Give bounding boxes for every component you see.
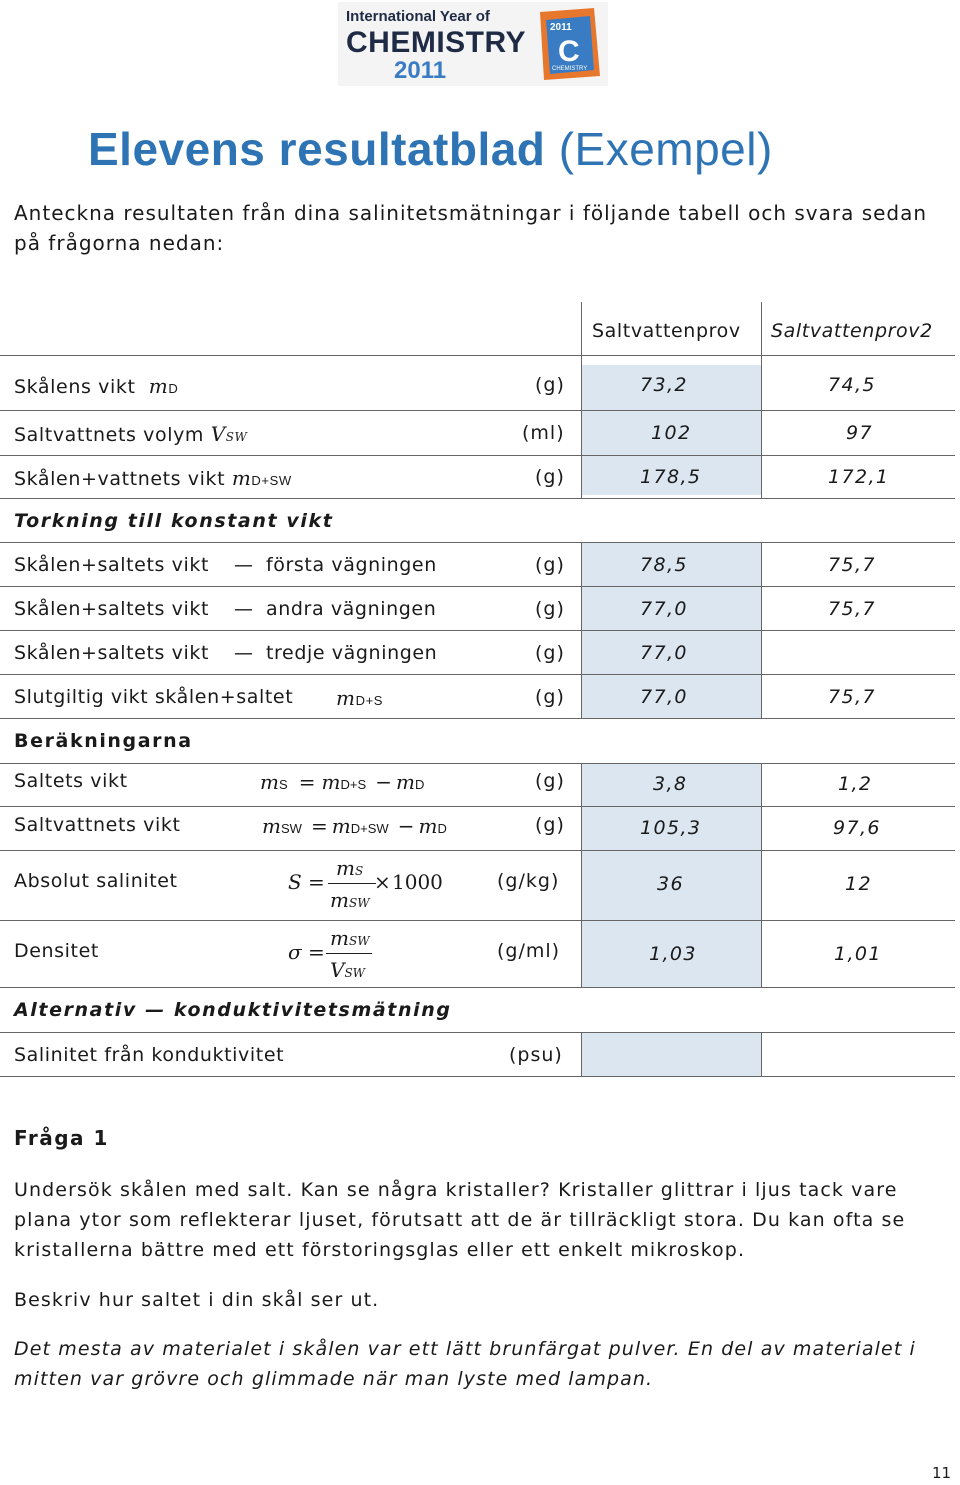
fraction-bar [326, 953, 372, 954]
col-divider [581, 1032, 582, 1076]
row-label: Densitet [14, 940, 99, 962]
cell-value: 97,6 [833, 817, 881, 839]
row-label: Salinitet från konduktivitet [14, 1044, 285, 1066]
row-label: Skålen+saltets vikt [14, 598, 210, 620]
row-dash: — [234, 598, 254, 620]
cell-value: 77,0 [640, 642, 688, 664]
row-label: Skålen+vattnets vikt mD+SW [14, 466, 292, 490]
row-unit: (g) [535, 686, 565, 708]
row-unit: (g) [535, 814, 565, 836]
row-unit: (g) [535, 598, 565, 620]
badge-letter: C [558, 35, 580, 68]
row-label: Slutgiltig vikt skålen+saltet [14, 686, 294, 708]
col-divider [761, 1032, 762, 1076]
logo-line-2: CHEMISTRY [346, 26, 527, 59]
row-unit: (g) [535, 374, 565, 396]
formula-salinity: S = mS mSW × 1000 [288, 856, 443, 912]
header-sample-2: Saltvattenprov2 [771, 320, 933, 342]
rule [0, 674, 955, 675]
rule [0, 410, 955, 411]
cell-value: 77,0 [640, 598, 688, 620]
row-label: Skålens vikt mD [14, 374, 179, 398]
row-label: Saltvattnets vikt [14, 814, 181, 836]
rule [0, 586, 955, 587]
cell-value: 1,01 [834, 943, 882, 965]
page-title [88, 122, 773, 176]
row-unit: (psu) [509, 1044, 563, 1066]
row-symbol: mD+S [336, 686, 384, 710]
rule [0, 718, 955, 719]
badge-year: 2011 [550, 22, 572, 33]
row-unit: (ml) [522, 422, 565, 444]
iyc-logo [338, 2, 608, 86]
shade-block-4 [582, 1032, 761, 1076]
formula-water-mass: mSW = mD+SW − mD [262, 814, 447, 838]
chemistry-badge-icon [536, 6, 602, 82]
question-text: Undersök skålen med salt. Kan se några kristaller? Kristaller glittrar i ljus tack vare plana ytor som reflekterar ljuset, förutsatt att de är tillräckligt stora. Du kan ofta se kristallerna bättre med ett förstoringsglas eller ett enkelt mikroskop. [14, 1179, 906, 1261]
cell-value: 102 [651, 422, 692, 444]
badge-word: CHEMISTRY [552, 66, 588, 72]
title-suffix: (Exempel) [558, 123, 773, 175]
row-label: Absolut salinitet [14, 870, 178, 892]
fraction-bar [328, 883, 376, 884]
row-label: Skålen+saltets vikt [14, 554, 210, 576]
row-unit: (g/ml) [497, 940, 561, 962]
row-step: första vägningen [266, 554, 437, 576]
cell-value: 178,5 [640, 466, 702, 488]
row-label: Saltets vikt [14, 770, 128, 792]
cell-value: 1,03 [649, 943, 697, 965]
col-divider [761, 763, 762, 987]
cell-value: 36 [657, 873, 684, 895]
section-alternative: Alternativ — konduktivitetsmätning [14, 999, 452, 1021]
col-divider [581, 302, 582, 498]
cell-value: 73,2 [640, 374, 688, 396]
row-dash: — [234, 554, 254, 576]
formula-salt-mass: mS = mD+S − mD [260, 770, 425, 794]
rule [0, 763, 955, 764]
formula-density: σ = mSW VSW [288, 926, 408, 986]
row-unit: (g) [535, 466, 565, 488]
logo-line-1: International Year of [346, 8, 490, 25]
row-step: tredje vägningen [266, 642, 438, 664]
cell-value: 1,2 [838, 773, 873, 795]
intro-text: Anteckna resultaten från dina salinitetsmätningar i följande tabell och svara sedan på frågorna nedan: [14, 201, 928, 255]
row-label: Skålen+saltets vikt [14, 642, 210, 664]
rule [0, 542, 955, 543]
cell-value: 105,3 [640, 817, 702, 839]
cell-value: 75,7 [828, 598, 876, 620]
cell-value: 74,5 [828, 374, 876, 396]
title-main: Elevens resultatblad [88, 123, 546, 175]
cell-value: 3,8 [653, 773, 688, 795]
section-drying: Torkning till konstant vikt [14, 510, 334, 532]
rule [0, 987, 955, 988]
rule [0, 498, 955, 499]
header-sample-1: Saltvattenprov [592, 320, 741, 342]
row-dash: — [234, 642, 254, 664]
row-unit: (g) [535, 554, 565, 576]
cell-value: 12 [845, 873, 872, 895]
cell-value: 172,1 [828, 466, 890, 488]
cell-value: 78,5 [640, 554, 688, 576]
cell-value: 97 [846, 422, 873, 444]
row-step: andra vägningen [266, 598, 437, 620]
rule [0, 806, 955, 807]
rule [0, 1032, 955, 1033]
row-unit: (g/kg) [497, 870, 560, 892]
row-unit: (g) [535, 642, 565, 664]
rule [0, 850, 955, 851]
cell-value: 75,7 [828, 686, 876, 708]
rule [0, 630, 955, 631]
page-number: 11 [932, 1464, 952, 1482]
question-answer: Det mesta av materialet i skålen var ett lätt brunfärgat pulver. En del av materialet i mitten var grövre och glimmade när man lyste med lampan. [14, 1338, 916, 1390]
col-divider [761, 302, 762, 498]
col-divider [761, 542, 762, 718]
row-label: Saltvattnets volym VSW [14, 422, 248, 446]
col-divider [581, 542, 582, 718]
row-unit: (g) [535, 770, 565, 792]
col-divider [581, 763, 582, 987]
rule [0, 455, 955, 456]
logo-line-3: 2011 [394, 57, 447, 84]
cell-value: 77,0 [640, 686, 688, 708]
section-calculations: Beräkningarna [14, 730, 193, 752]
cell-value: 75,7 [828, 554, 876, 576]
rule [0, 1076, 955, 1077]
question-title: Fråga 1 [14, 1126, 109, 1150]
rule [0, 355, 955, 356]
rule [0, 920, 955, 921]
question-prompt: Beskriv hur saltet i din skål ser ut. [14, 1289, 380, 1311]
